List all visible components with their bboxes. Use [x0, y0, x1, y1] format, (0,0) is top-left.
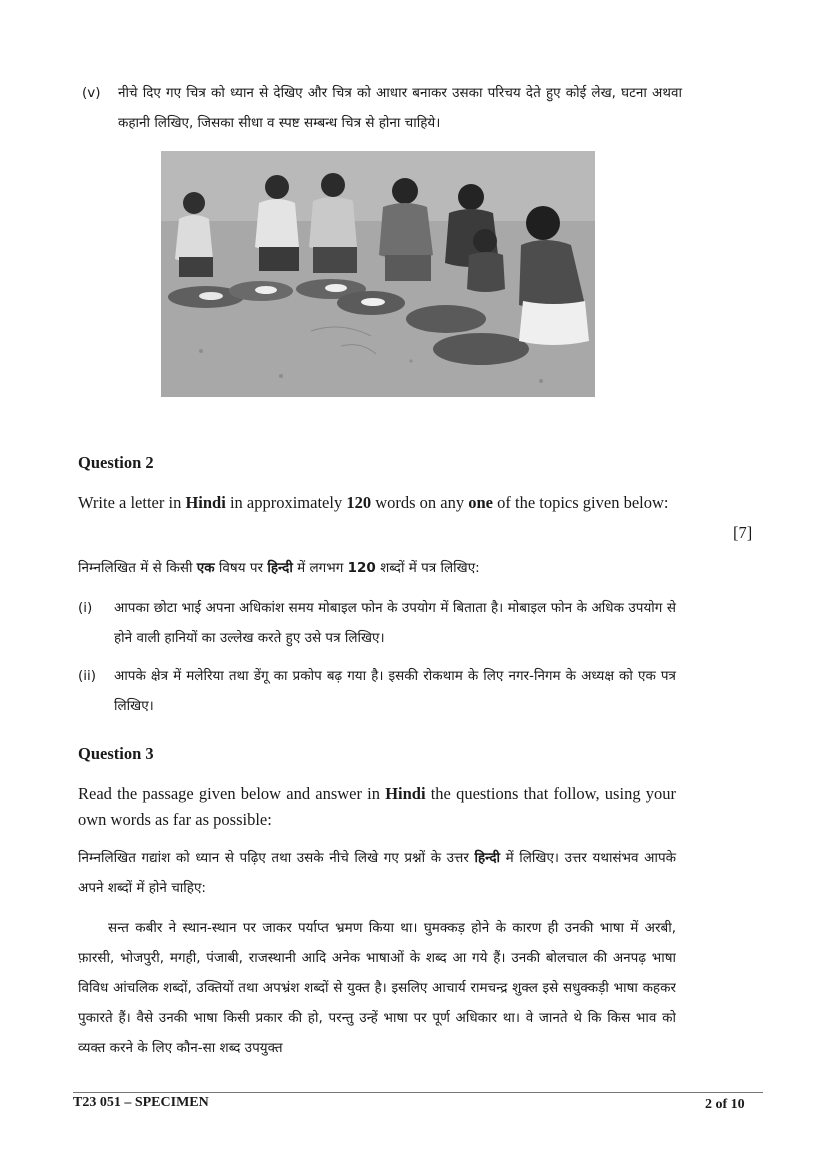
section-v-text: नीचे दिए गए चित्र को ध्यान से देखिए और चित्र को आधार बनाकर उसका परिचय देते हुए कोई लेख, घटना अथवा कहानी लिखिए, जिसका सीधा व स्पष्ट सम्बन्ध चित्र से होना चाहिये। — [118, 85, 682, 131]
question-3-passage: सन्त कबीर ने स्थान-स्थान पर जाकर पर्याप्त भ्रमण किया था। घुमक्कड़ होने के कारण ही उनकी भाषा में अरबी, फ़ारसी, भोजपुरी, मगही, पंजाबी, राजस्थानी आदि अनेक भाषाओं के शब्द आ गये हैं। उनकी बोलचाल की अनपढ़ भाषा विविध आंचलिक शब्दों, उक्तियों तथा अपभ्रंश शब्दों से युक्त है। इसलिए आचार्य रामचन्द्र शुक्ल इसे सधुक्कड़ी भाषा कहकर पुकारते हैं। वैसे उनकी भाषा किसी प्रकार की हो, परन्तु उन्हें भाषा पर पूर्ण अधिकार था। वे जानते थे कि किस भाव को व्यक्त करने के लिए कौन-सा शब्द उपयुक्त — [78, 920, 676, 1056]
question-3-instruction-hi: निम्नलिखित गद्यांश को ध्यान से पढ़िए तथा उसके नीचे लिखे गए प्रश्नों के उत्तर हिन्दी में लिखिए। उत्तर यथासंभव आपके अपने शब्दों में होने चाहिए: — [78, 850, 676, 896]
photo-children-eating — [161, 151, 595, 397]
question-2-item-label: (ii) — [78, 668, 97, 684]
section-v-label: (v) — [82, 85, 101, 101]
question-2-item-text: आपका छोटा भाई अपना अधिकांश समय मोबाइल फोन के उपयोग में बिताता है। मोबाइल फोन के अधिक उपयोग से होने वाली हानियों का उल्लेख करते हुए उसे पत्र लिखिए। — [114, 600, 676, 646]
question-2-heading: Question 2 — [78, 453, 154, 472]
question-2-item-label: (i) — [78, 600, 93, 616]
question-2-instruction-en: Write a letter in Hindi in approximately 120 words on any one of the topics given below: — [78, 493, 669, 512]
question-3-instruction-en: Read the passage given below and answer in Hindi the questions that follow, using your own words as far as possible: — [78, 784, 676, 829]
question-2-marks: [7] — [733, 523, 753, 542]
footer-paper-code: T23 051 – SPECIMEN — [73, 1095, 209, 1110]
question-2-item-text: आपके क्षेत्र में मलेरिया तथा डेंगू का प्रकोप बढ़ गया है। इसकी रोकथाम के लिए नगर-निगम के अध्यक्ष को एक पत्र लिखिए। — [114, 668, 676, 714]
footer-divider — [73, 1092, 763, 1093]
question-2-instruction-hi: निम्नलिखित में से किसी एक विषय पर हिन्दी में लगभग 120 शब्दों में पत्र लिखिए: — [78, 560, 480, 576]
question-3-heading: Question 3 — [78, 744, 154, 763]
footer-page-number: 2 of 10 — [705, 1097, 745, 1112]
photo-children-eating-icon — [161, 151, 595, 397]
